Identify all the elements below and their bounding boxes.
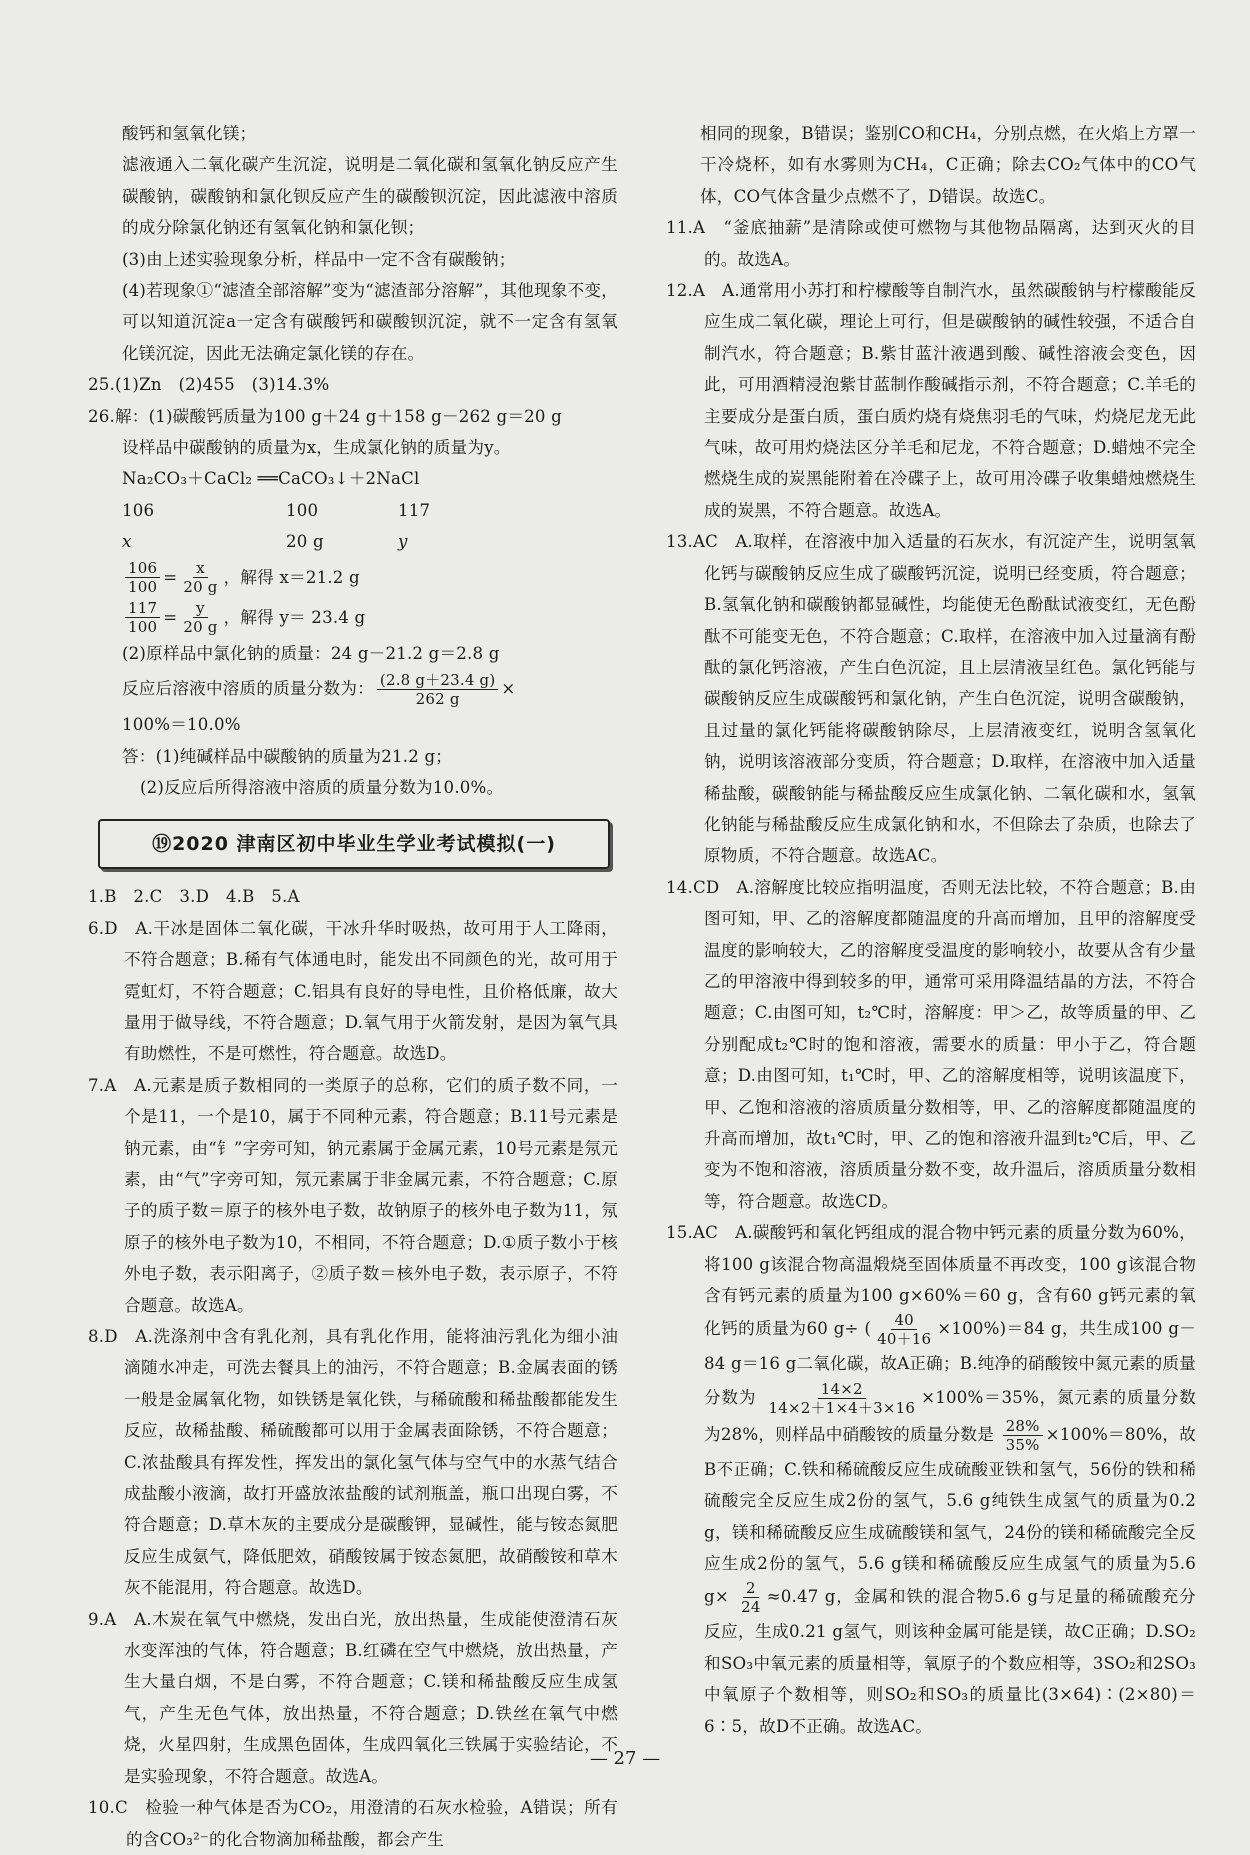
fraction: $\frac{(2.8 g+23.4 g)}{262 g}$ [377, 671, 499, 708]
fraction: $\frac{40}{40+16}$ [877, 1311, 932, 1349]
left-column [88, 118, 618, 1855]
answer-9: 9.A A.木炭在氧气中燃烧，发出白光，放出热量，生成能使澄清石灰水变浑浊的气体，符合题意；B.红磷在空气中燃烧，放出热量，产生大量白烟，不是白雾，不符合题意；C.镁和稀盐酸反应生成氢气，产生无色气体，放出热量，不符合题意；D.铁丝在氧气中燃烧，火星四射，生成黑色固体，生成四氧化三铁属于实验结论，不是实验现象，不符合题意。故选A。 [88, 1609, 618, 1786]
answer-6: 6.D A.干冰是固体二氧化碳，干冰升华时吸热，故可用于人工降雨，不符合题意；B.稀有气体通电时，能发出不同颜色的光，故可用于霓虹灯，不符合题意；C.铝具有良好的导电性，且价格低廉，故大量用于做导线，不符合题意；D.氧气用于火箭发射，是因为氧气具有助燃性，不是可燃性，符合题意。故选D。 [88, 918, 618, 1064]
proportion-1: $\frac{106}{100}$ = $\frac{x}{20 g}$ ，解得 x＝21.2 g [88, 558, 618, 598]
answer-26-head: 26.解：(1)碳酸钙质量为100 g＋24 g＋158 g－262 g＝20 g [88, 406, 562, 426]
unknown-value: x [122, 532, 132, 552]
answer-15: 15.AC A.碳酸钙和氧化钙组成的混合物中钙元素的质量分数为60%，将100 g该混合物高温煅烧至固体质量不再改变，100 g该混合物含有钙元素的质量为100 g×60%＝60 g，含有60 g钙元素的氧化钙的质量为60 g÷ ( $\frac{40}{40+16}$ ×100%)＝84 g，共生成100 g－84 g＝16 g二氧化碳，故A正确；B.纯净的硝酸铵中氮元素的质量分数为 $\frac{14\times 2}{14\times 2+1\times 4+3\times 16}$ ×100%＝35%，氮元素的质量分数为28%，则样品中硝酸铵的质量分数是 $\frac{28\%}{35\%}$ ×100%＝80%，故B不正确；C.铁和稀硫酸反应生成硫酸亚铁和氢气，56份的铁和稀硫酸完全反应生成2份的氢气，5.6 g纯铁生成氢气的质量为0.2 g，镁和稀硫酸反应生成硫酸镁和氢气，24份的镁和稀硫酸完全反应生成2份的氢气，5.6 g镁和稀硫酸反应生成氢气的质量为5.6 g× $\frac{2}{24}$ ≈0.47 g，金属和铁的混合物5.6 g与足量的稀硫酸充分反应，生成0.21 g氢气，则该种金属可能是镁，故C正确；D.SO₂和SO₃中氧元素的质量相等，氧原子的个数应相等，3SO₂和2SO₃中氧原子个数相等，则SO₂和SO₃的质量比(3×64)∶(2×80)＝6∶5，故D不正确。故选AC。 [666, 1223, 1196, 1736]
mass-value: 117 [398, 500, 431, 520]
answer-26-part2: (2)原样品中氯化钠的质量：24 g－21.2 g＝2.8 g [122, 643, 500, 663]
answer-11: 11.A “釜底抽薪”是清除或使可燃物与其他物品隔离，达到灭火的目的。故选A。 [666, 218, 1196, 269]
page-number: — 27 — [589, 1748, 661, 1769]
text-paragraph: (3)由上述实验现象分析，样品中一定不含有碳酸钠； [122, 249, 516, 269]
mass-value: 106 [122, 500, 155, 520]
fraction: $\frac{106}{100}$ [125, 559, 160, 596]
answer-8: 8.D A.洗涤剂中含有乳化剂，具有乳化作用，能将油污乳化为细小油滴随水冲走，可洗去餐具上的油污，不符合题意；B.金属表面的锈一般是金属氧化物，如铁锈是氧化铁，与稀硫酸和稀盐酸都能发生反应，故稀盐酸、稀硫酸都可以用于金属表面除锈，不符合题意；C.浓盐酸具有挥发性，挥发出的氯化氢气体与空气中的水蒸气结合成盐酸小液滴，故打开盛放浓盐酸的试剂瓶盖，瓶口出现白雾，不符合题意；D.草木灰的主要成分是碳酸钾，显碱性，能与铵态氮肥反应生成氨气，降低肥效，硝酸铵属于铵态氮肥，故硝酸铵和草木灰不能混用，符合题意。故选D。 [88, 1327, 618, 1598]
text-line: 酸钙和氢氧化镁； [122, 124, 257, 143]
mass-unknown-row [88, 526, 618, 557]
answer-14: 14.CD A.溶解度比较应指明温度，否则无法比较，不符合题意；B.由图可知，甲、乙的溶解度都随温度的升高而增加，且甲的溶解度受温度的影响较大，乙的溶解度受温度的影响较小，故要从含有少量乙的甲溶液中得到较多的甲，通常可采用降温结晶的方法，不符合题意；C.由图可知，t₂℃时，溶解度：甲＞乙，故等质量的甲、乙分别配成t₂℃时的饱和溶液，需要水的质量：甲小于乙，符合题意；D.由图可知，t₁℃时，甲、乙的溶解度相等，说明该温度下，甲、乙饱和溶液的溶质质量分数相等，甲、乙的溶解度都随温度的升高而增加，故t₁℃时，甲、乙的饱和溶液升温到t₂℃后，甲、乙变为不饱和溶液，溶质质量分数不变，故升温后，溶质质量分数相等，符合题意。故选CD。 [666, 877, 1196, 1211]
answer-25: 25.(1)Zn (2)455 (3)14.3% [88, 375, 330, 395]
fraction: $\frac{28\%}{35\%}$ [1003, 1417, 1043, 1454]
mass-ratio-row [88, 495, 618, 526]
fraction: $\frac{y}{20 g}$ [183, 599, 218, 637]
answer-conclusion-1: 答：(1)纯碱样品中碳酸钠的质量为21.2 g； [122, 746, 453, 766]
answer-10: 10.C 检验一种气体是否为CO₂，用澄清的石灰水检验，A错误；所有的含CO₃²⁻的化合物滴加稀盐酸，都会产生 [88, 1798, 618, 1849]
answer-26-result: 100%＝10.0% [122, 715, 241, 735]
answer-10-continued: 相同的现象，B错误；鉴别CO和CH₄，分别点燃，在火焰上方罩一干冷烧杯，如有水雾则为CH₄，C正确；除去CO₂气体中的CO气体，CO气体含量少点燃不了，D错误。故选C。 [700, 124, 1196, 206]
mass-value: 100 [286, 500, 319, 520]
text-paragraph: 滤液通入二氧化碳产生沉淀，说明是二氧化碳和氢氧化钠反应产生碳酸钠，碳酸钠和氯化钡反应产生的碳酸钡沉淀，因此滤液中溶质的成分除氯化钠还有氢氧化钠和氯化钡； [122, 155, 618, 238]
fraction: $\frac{x}{20 g}$ [183, 559, 218, 597]
unknown-value: y [398, 532, 408, 552]
right-column [666, 118, 1196, 1742]
proportion-2: $\frac{117}{100}$ = $\frac{y}{20 g}$ ，解得 y＝ 23.4 g [88, 598, 618, 638]
answer-26-part3: 反应后溶液中溶质的质量分数为： $\frac{(2.8 g+23.4 g)}{262 g}$ × [122, 670, 516, 708]
fraction: $\frac{117}{100}$ [125, 599, 160, 636]
fraction: $\frac{2}{24}$ [741, 1579, 761, 1617]
section-banner: ⑲2020 津南区初中毕业生学业考试模拟(一) [98, 819, 610, 869]
fraction: $\frac{14\times 2}{14\times 2+1\times 4+3\times 16}$ [768, 1379, 916, 1417]
answer-26-set: 设样品中碳酸钠的质量为x，生成氯化钠的质量为y。 [122, 438, 511, 458]
chemical-equation: Na₂CO₃＋CaCl₂ ══CaCO₃↓＋2NaCl [122, 469, 420, 489]
answer-conclusion-2: (2)反应后所得溶液中溶质的质量分数为10.0%。 [140, 777, 504, 797]
text-paragraph: (4)若现象①“滤渣全部溶解”变为“滤渣部分溶解”，其他现象不变，可以知道沉淀a一定含有碳酸钙和碳酸钡沉淀，就不一定含有氢氧化镁沉淀，因此无法确定氯化镁的存在。 [122, 281, 618, 363]
unknown-value: 20 g [286, 532, 324, 552]
answer-7: 7.A A.元素是质子数相同的一类原子的总称，它们的质子数不同，一个是11，一个是10，属于不同种元素，符合题意；B.11号元素是钠元素，由“钅”字旁可知，钠元素属于金属元素，10号元素是氖元素，由“气”字旁可知，氖元素属于非金属元素，不符合题意；C.原子的质子数＝原子的核外电子数，故钠原子的核外电子数为11，氖原子的核外电子数为10，不相同，不符合题意；D.①质子数小于核外电子数，表示阳离子，②质子数＝核外电子数，表示原子，不符合题意。故选A。 [88, 1075, 618, 1315]
answer-12: 12.A A.通常用小苏打和柠檬酸等自制汽水，虽然碳酸钠与柠檬酸能反应生成二氧化碳，理论上可行，但是碳酸钠的碱性较强，不适合自制汽水，符合题意；B.紫甘蓝汁液遇到酸、碱性溶液会变色，因此，可用酒精浸泡紫甘蓝制作酸碱指示剂，不符合题意；C.羊毛的主要成分是蛋白质，蛋白质灼烧有烧焦羽毛的气味，灼烧尼龙无此气味，故可用灼烧法区分羊毛和尼龙，不符合题意；D.蜡烛不完全燃烧生成的炭黑能附着在冷碟子上，故可用冷碟子收集蜡烛燃烧生成的炭黑，不符合题意。故选A。 [666, 281, 1196, 520]
multiple-choice-answers: 1.B 2.C 3.D 4.B 5.A [88, 887, 300, 907]
answer-13: 13.AC A.取样，在溶液中加入适量的石灰水，有沉淀产生，说明氢氧化钙与碳酸钠反应生成了碳酸钙沉淀，说明已经变质，符合题意；B.氢氧化钠和碳酸钠都显碱性，均能使无色酚酞试液变红，无色酚酞不可能变无色，不符合题意；C.取样，在溶液中加入过量滴有酚酞的氯化钙溶液，产生白色沉淀，且上层清液呈红色。氯化钙能与碳酸钠反应生成碳酸钙和氯化钠，产生白色沉淀，说明含碳酸钠，且过量的氯化钙能将碳酸钠除尽，上层清液变红，说明含氢氧化钠，说明该溶液部分变质，符合题意；D.取样，在溶液中加入适量稀盐酸，碳酸钠能与稀盐酸反应生成氯化钠、二氧化碳和水，氢氧化钠能与稀盐酸反应生成氯化钠和水，不但除去了杂质，也除去了原物质，不符合题意。故选AC。 [666, 532, 1196, 866]
